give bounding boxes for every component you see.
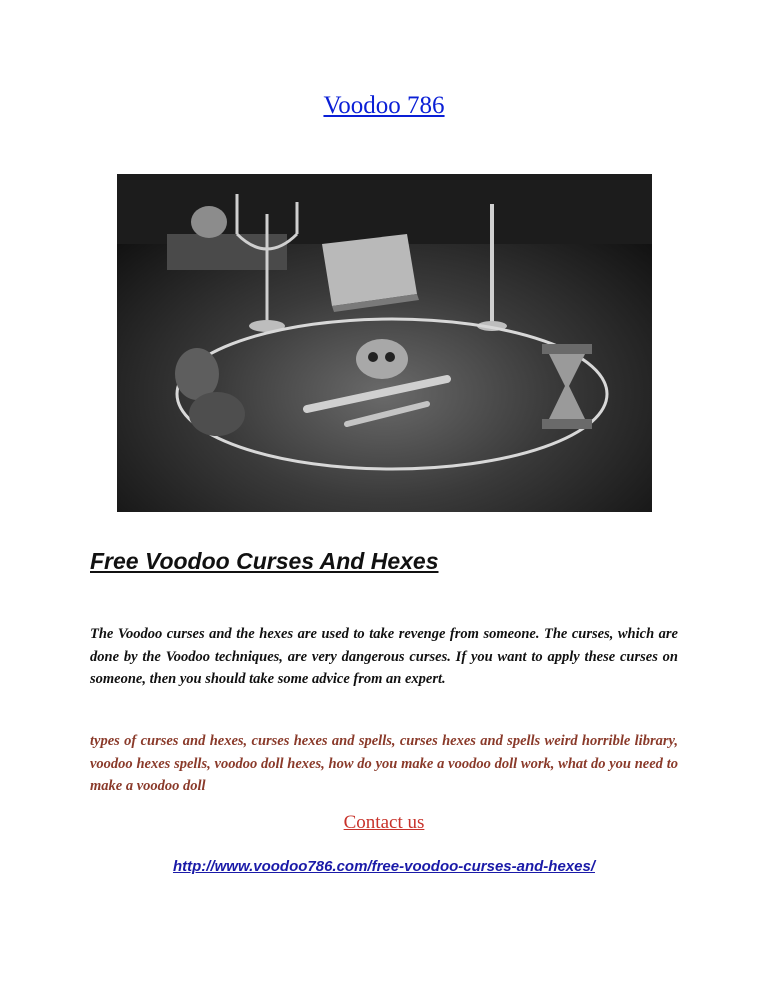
document-title[interactable]: Voodoo 786 (323, 92, 445, 119)
source-url-link[interactable]: http://www.voodoo786.com/free-voodoo-curses-and-hexes/ (172, 858, 595, 875)
ritual-scene-illustration (117, 174, 652, 512)
section-heading: Free Voodoo Curses And Hexes (90, 548, 439, 574)
keywords-paragraph: types of curses and hexes, curses hexes and spells, curses hexes and spells weird horrible library, voodoo hexes spells, voodoo doll hexes, how do you make a voodoo doll work, what do you need to make a voodoo doll (90, 733, 678, 794)
ritual-photo (117, 174, 652, 512)
intro-paragraph: The Voodoo curses and the hexes are used to take revenge from someone. The curses, which are done by the Voodoo techniques, are very dangerous curses. If you want to apply these curses on someone, then you should take some advice from an expert. (90, 626, 678, 687)
contact-link[interactable]: Contact us (343, 812, 425, 833)
